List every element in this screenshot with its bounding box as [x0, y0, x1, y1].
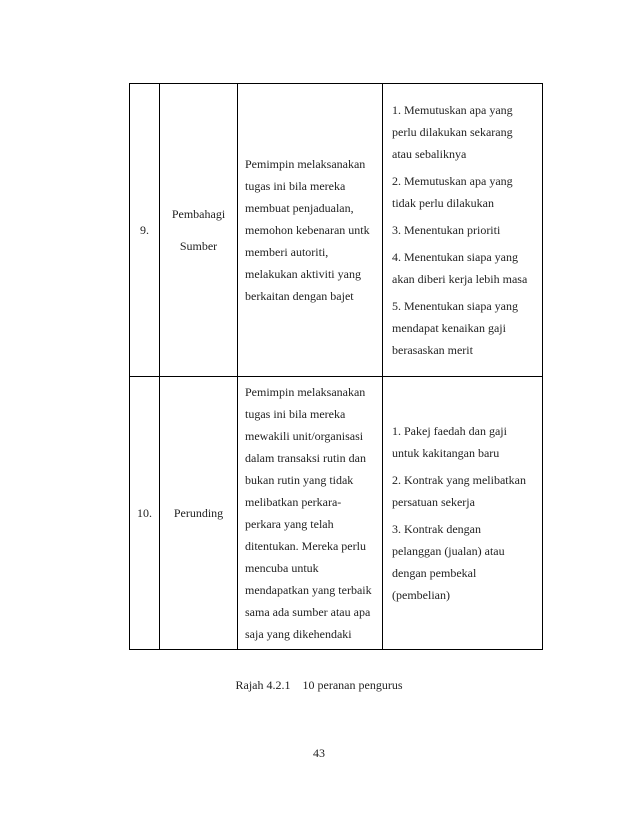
task-line: akan diberi kerja lebih masa [392, 272, 528, 286]
description-line: dalam transaksi rutin dan [245, 451, 366, 465]
description-line: memohon kebenaran untk [245, 223, 370, 237]
role-tasks [383, 84, 543, 377]
task-line: tidak perlu dilakukan [392, 196, 494, 210]
roles-table [129, 83, 543, 650]
task-line: 4. Menentukan siapa yang [392, 250, 518, 264]
page-number: 43 [313, 746, 325, 760]
description-line: Pemimpin melaksanakan [245, 157, 366, 171]
caption-text: 10 peranan pengurus [302, 678, 403, 692]
description-line: perkara yang telah [245, 517, 334, 531]
description-line: ditentukan. Mereka perlu [245, 539, 366, 553]
task-line: 3. Menentukan prioriti [392, 223, 501, 237]
task-line: 2. Memutuskan apa yang [392, 174, 513, 188]
row-number: 9. [130, 84, 160, 377]
caption-label: Rajah 4.2.1 [235, 678, 291, 692]
task-line: (pembelian) [392, 588, 450, 602]
task-line: 5. Menentukan siapa yang [392, 299, 518, 313]
task-line: atau sebaliknya [392, 147, 467, 161]
task-item [392, 469, 538, 513]
role-name [160, 377, 238, 650]
description-line: melibatkan perkara- [245, 495, 342, 509]
table-row [130, 377, 543, 650]
role-line: Perunding [173, 506, 224, 520]
description-line: melakukan aktiviti yang [245, 267, 361, 281]
task-line: persatuan sekerja [392, 495, 475, 509]
description-line: mencuba untuk [245, 561, 319, 575]
description-line: mewakili unit/organisasi [245, 429, 364, 443]
role-line: Sumber [179, 239, 218, 253]
role-line: Pembahagi [171, 207, 226, 221]
task-line: dengan pembekal [392, 566, 477, 580]
description-line: mendapatkan yang terbaik [245, 583, 372, 597]
task-item [392, 518, 538, 606]
task-line: 2. Kontrak yang melibatkan [392, 473, 526, 487]
task-item [392, 295, 538, 361]
description-line: memberi autoriti, [245, 245, 329, 259]
figure-caption [0, 678, 638, 693]
description-line: sama ada sumber atau apa [245, 605, 371, 619]
description-line: bukan rutin yang tidak [245, 473, 354, 487]
role-description [238, 84, 383, 377]
role-description [238, 377, 383, 650]
role-name [160, 84, 238, 377]
description-line: Pemimpin melaksanakan [245, 385, 366, 399]
table-row [130, 84, 543, 377]
task-line: berasaskan merit [392, 343, 473, 357]
description-line: berkaitan dengan bajet [245, 289, 354, 303]
task-item [392, 170, 538, 214]
description-line: tugas ini bila mereka [245, 179, 346, 193]
description-line: membuat penjadualan, [245, 201, 354, 215]
task-item [392, 420, 538, 464]
task-line: 1. Memutuskan apa yang [392, 103, 513, 117]
task-item [392, 99, 538, 165]
task-line: untuk kakitangan baru [392, 446, 500, 460]
task-line: pelanggan (jualan) atau [392, 544, 505, 558]
task-item [392, 246, 538, 290]
description-line: tugas ini bila mereka [245, 407, 346, 421]
role-tasks [383, 377, 543, 650]
description-line: saja yang dikehendaki [245, 627, 352, 641]
task-line: 3. Kontrak dengan [392, 522, 481, 536]
task-line: perlu dilakukan sekarang [392, 125, 513, 139]
row-number: 10. [130, 377, 160, 650]
task-item [392, 219, 538, 241]
task-line: 1. Pakej faedah dan gaji [392, 424, 507, 438]
task-line: mendapat kenaikan gaji [392, 321, 506, 335]
